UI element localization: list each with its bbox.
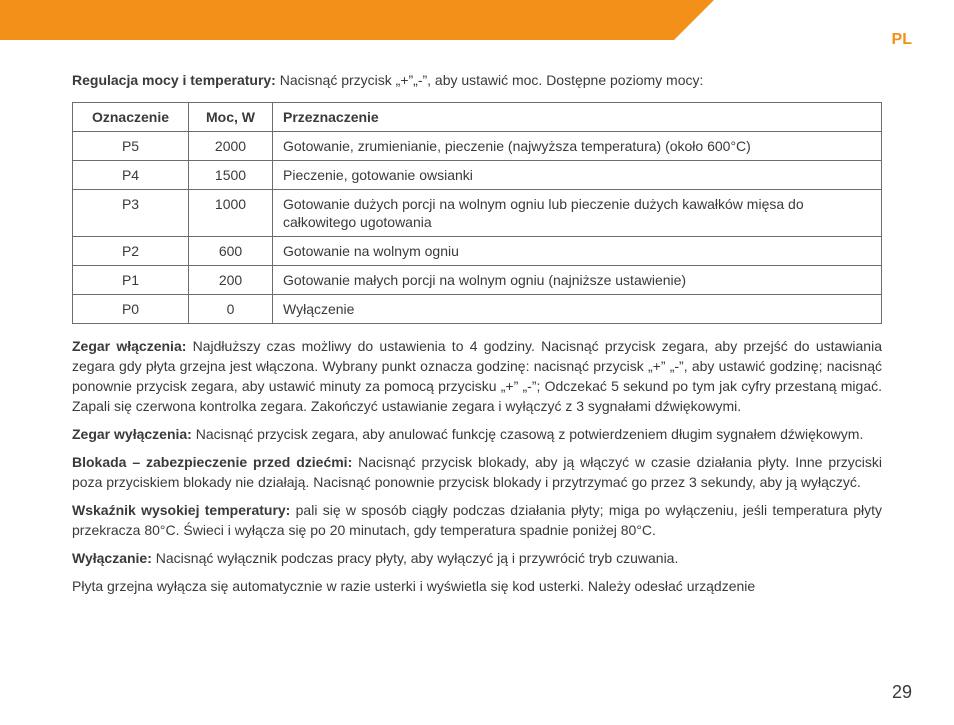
- table-row: [73, 190, 882, 237]
- table-row: [73, 132, 882, 161]
- header-power: Moc, W: [189, 103, 273, 132]
- table-row: [73, 161, 882, 190]
- cell-use: Gotowanie na wolnym ogniu: [273, 237, 882, 266]
- high-temp-label: Wskaźnik wysokiej temperatury:: [72, 502, 291, 518]
- table-row: [73, 295, 882, 324]
- child-lock-paragraph: [72, 452, 882, 492]
- header-accent-bar: [0, 0, 954, 40]
- table-header-row: [73, 103, 882, 132]
- high-temp-text: pali się w sposób ciągły podczas działania płyty; miga po wyłączeniu, jeśli temperatura płyty przekracza 80°C. Świeci i wyłącza się po 20 minutach, gdy temperatura spadnie poniżej 80°C.: [72, 502, 882, 538]
- orange-banner-shape: [0, 0, 954, 40]
- cell-power: 1000: [189, 190, 273, 237]
- cell-power: 0: [189, 295, 273, 324]
- cell-code: P2: [73, 237, 189, 266]
- timer-on-paragraph: [72, 336, 882, 416]
- cell-use: Wyłączenie: [273, 295, 882, 324]
- cell-use: Gotowanie, zrumienianie, pieczenie (najwyższa temperatura) (około 600°C): [273, 132, 882, 161]
- page-content: [72, 70, 882, 604]
- table-row: [73, 266, 882, 295]
- table-row: [73, 237, 882, 266]
- cell-power: 600: [189, 237, 273, 266]
- cell-use: Pieczenie, gotowanie owsianki: [273, 161, 882, 190]
- cell-use: Gotowanie dużych porcji na wolnym ogniu lub pieczenie dużych kawałków mięsa do całkowitego ugotowania: [273, 190, 882, 237]
- cell-code: P4: [73, 161, 189, 190]
- intro-paragraph: [72, 70, 882, 90]
- language-label: PL: [891, 31, 912, 48]
- switch-off-label: Wyłączanie:: [72, 550, 152, 566]
- cell-code: P3: [73, 190, 189, 237]
- child-lock-label: Blokada – zabezpieczenie przed dziećmi:: [72, 454, 353, 470]
- cell-use: Gotowanie małych porcji na wolnym ogniu (najniższe ustawienie): [273, 266, 882, 295]
- cell-power: 1500: [189, 161, 273, 190]
- timer-off-text: Nacisnąć przycisk zegara, aby anulować funkcję czasową z potwierdzeniem długim sygnałem dźwiękowym.: [191, 426, 864, 442]
- timer-on-label: Zegar włączenia:: [72, 338, 187, 354]
- child-lock-text: Nacisnąć przycisk blokady, aby ją włączyć w czasie działania płyty. Inne przyciski poza przyciskiem blokady nie działają. Nacisnąć ponownie przycisk blokady i przytrzymać go przez 3 sekundy, aby ją wyłączyć.: [72, 454, 882, 490]
- header-code: Oznaczenie: [73, 103, 189, 132]
- timer-off-label: Zegar wyłączenia:: [72, 426, 192, 442]
- switch-off-paragraph: [72, 548, 882, 568]
- timer-on-text: Najdłuższy czas możliwy do ustawienia to 4 godziny. Nacisnąć przycisk zegara, aby przejść do ustawiania zegara gdy płyta grzejna jest włączona. Wybrany punkt oznacza godzinę: nacisnąć przycisk „+” „-”, aby ustawić godzinę; nacisnąć ponownie przycisk zegara, aby ustawić minuty za pomocą przycisku „+” „-”; Odczekać 5 sekund po tym jak cyfry przestaną migać. Zapali się czerwona kontrolka zegara. Zakończyć ustawianie zegara i wyłączyć z 3 sygnałami dźwiękowymi.: [72, 338, 882, 414]
- cell-code: P5: [73, 132, 189, 161]
- intro-label: Regulacja mocy i temperatury:: [72, 72, 276, 88]
- cell-power: 2000: [189, 132, 273, 161]
- timer-off-paragraph: [72, 424, 882, 444]
- high-temp-paragraph: [72, 500, 882, 540]
- cell-code: P1: [73, 266, 189, 295]
- header-purpose: Przeznaczenie: [273, 103, 882, 132]
- power-levels-table: [72, 102, 882, 324]
- cell-code: P0: [73, 295, 189, 324]
- cell-power: 200: [189, 266, 273, 295]
- switch-off-text: Nacisnąć wyłącznik podczas pracy płyty, aby wyłączyć ją i przywrócić tryb czuwania.: [151, 550, 679, 566]
- intro-text: Nacisnąć przycisk „+”„-”, aby ustawić moc. Dostępne poziomy mocy:: [275, 72, 704, 88]
- page-number: 29: [891, 682, 912, 702]
- final-paragraph: Płyta grzejna wyłącza się automatycznie w razie usterki i wyświetla się kod usterki. Należy odesłać urządzenie: [72, 578, 756, 594]
